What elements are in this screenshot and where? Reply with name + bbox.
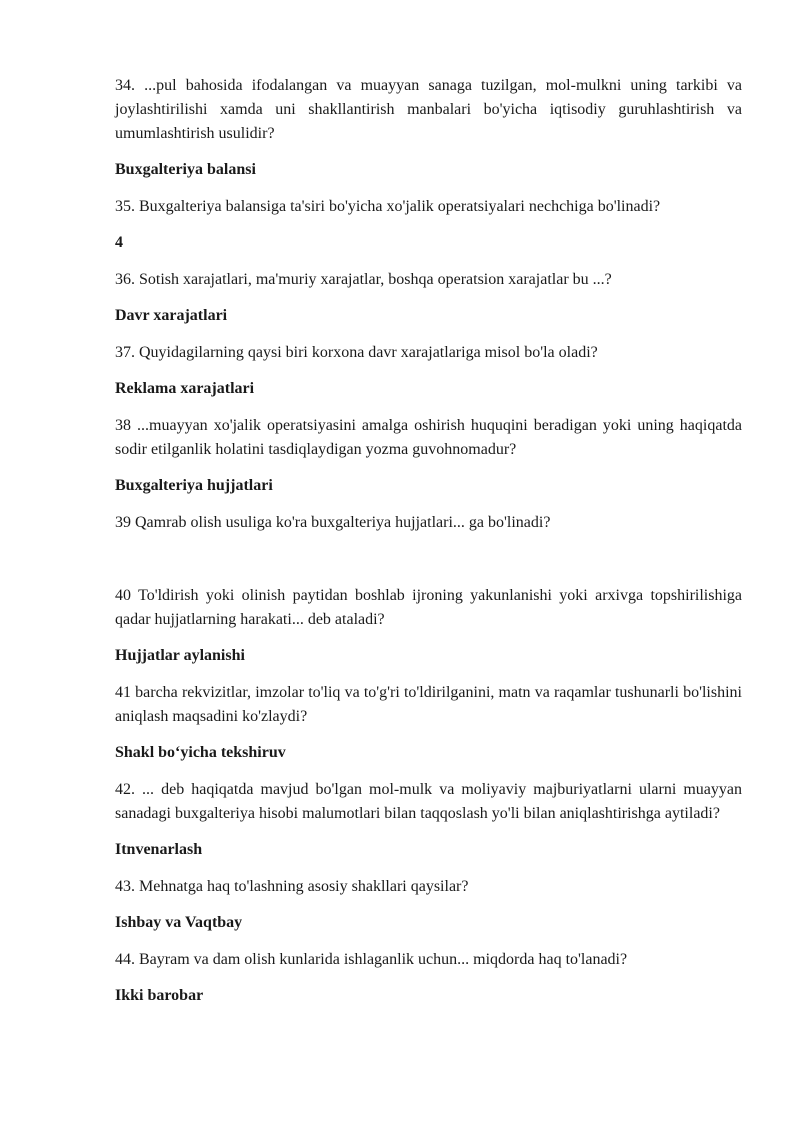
question-34: 34. ...pul bahosida ifodalangan va muayyan sanaga tuzilgan, mol-mulkni uning tarkibi va joylashtirilishi xamda uni shakllantirish manbalari bo'yicha iqtisodiy guruhlashtirish va umumlashtirish usulidir? bbox=[115, 77, 742, 142]
answer-34: Buxgalteriya balansi bbox=[115, 161, 256, 178]
question-36: 36. Sotish xarajatlari, ma'muriy xarajatlar, boshqa operatsion xarajatlar bu ...? bbox=[115, 271, 612, 288]
answer-39 bbox=[115, 548, 742, 570]
answer-43: Ishbay va Vaqtbay bbox=[115, 914, 243, 931]
answer-44: Ikki barobar bbox=[115, 987, 204, 1004]
answer-35: 4 bbox=[115, 234, 123, 251]
answer-41: Shakl bo‘yicha tekshiruv bbox=[115, 744, 286, 761]
answer-38: Buxgalteriya hujjatlari bbox=[115, 477, 273, 494]
question-41: 41 barcha rekvizitlar, imzolar to'liq va to'g'ri to'ldirilganini, matn va raqamlar tushunarli bo'lishini aniqlash maqsadini ko'zlaydi? bbox=[115, 684, 742, 725]
question-43: 43. Mehnatga haq to'lashning asosiy shakllari qaysilar? bbox=[115, 878, 469, 895]
question-35: 35. Buxgalteriya balansiga ta'siri bo'yicha xo'jalik operatsiyalari nechchiga bo'linadi? bbox=[115, 198, 661, 215]
answer-42: Itnvenarlash bbox=[115, 841, 203, 858]
question-39: 39 Qamrab olish usuliga ko'ra buxgalteriya hujjatlari... ga bo'linadi? bbox=[115, 514, 551, 531]
answer-36: Davr xarajatlari bbox=[115, 307, 228, 324]
question-37: 37. Quyidagilarning qaysi biri korxona davr xarajatlariga misol bo'la oladi? bbox=[115, 344, 598, 361]
question-42: 42. ... deb haqiqatda mavjud bo'lgan mol-mulk va moliyaviy majburiyatlarni ularni muayyan sanadagi buxgalteriya hisobi malumotlari bilan taqqoslash yo'li bilan aniqlashtirishga aytiladi? bbox=[115, 781, 742, 822]
question-44: 44. Bayram va dam olish kunlarida ishlaganlik uchun... miqdorda haq to'lanadi? bbox=[115, 951, 628, 968]
answer-40: Hujjatlar aylanishi bbox=[115, 647, 245, 664]
question-40: 40 To'ldirish yoki olinish paytidan boshlab ijroning yakunlanishi yoki arxivga topshirilishiga qadar hujjatlarning harakati... deb ataladi? bbox=[115, 587, 742, 628]
answer-37: Reklama xarajatlari bbox=[115, 380, 255, 397]
question-38: 38 ...muayyan xo'jalik operatsiyasini amalga oshirish huquqini beradigan yoki uning haqiqatda sodir etilganlik holatini tasdiqlaydigan yozma guvohnomadur? bbox=[115, 417, 742, 458]
document-page bbox=[115, 74, 742, 1021]
